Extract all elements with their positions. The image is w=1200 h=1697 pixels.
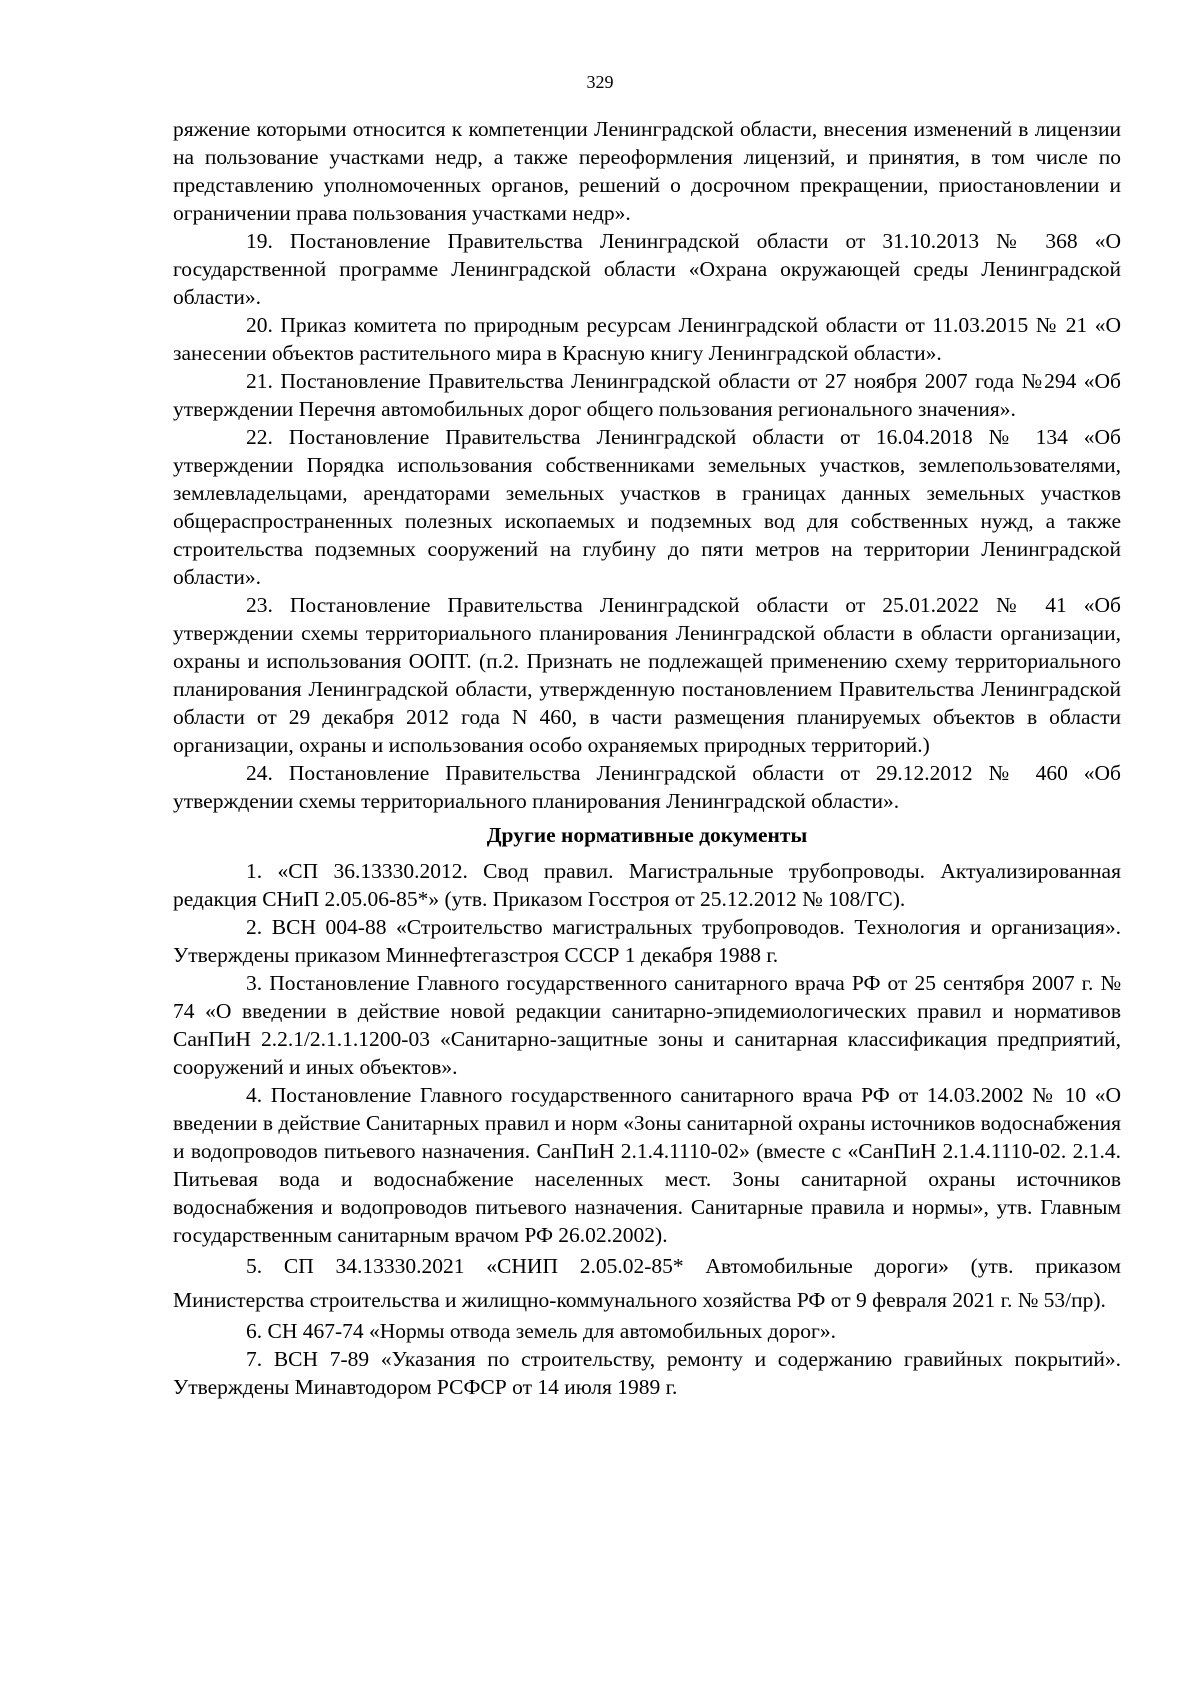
page-number: 329 — [586, 72, 614, 92]
other-item-7: 7. ВСН 7-89 «Указания по строительству, ремонту и содержанию гравийных покрытий». Утверждены Минавтодором РСФСР от 14 июля 1989 г. — [173, 1347, 1121, 1399]
regional-item-19: 19. Постановление Правительства Ленинградской области от 31.10.2013 № 368 «О государственной программе Ленинградской области «Охрана окружающей среды Ленинградской области». — [173, 229, 1121, 309]
regional-item-20: 20. Приказ комитета по природным ресурсам Ленинградской области от 11.03.2015 № 21 «О занесении объектов растительного мира в Красную книгу Ленинградской области». — [173, 313, 1121, 365]
other-item-1: 1. «СП 36.13330.2012. Свод правил. Магистральные трубопроводы. Актуализированная редакция СНиП 2.05.06-85*» (утв. Приказом Госстроя от 25.12.2012 № 108/ГС). — [173, 859, 1121, 911]
regional-item-22: 22. Постановление Правительства Ленинградской области от 16.04.2018 № 134 «Об утверждении Порядка использования собственниками земельных участков, землепользователями, землевладельцами, арендаторами земельных участков в границах данных земельных участков общераспространенных полезных ископаемых и подземных вод для собственных нужд, а также строительства подземных сооружений на глубину до пяти метров на территории Ленинградской области». — [173, 425, 1121, 589]
intro-paragraph: ряжение которыми относится к компетенции Ленинградской области, внесения изменений в лицензии на пользование участками недр, а также переоформления лицензий, и принятия, в том числе по представлению уполномоченных органов, решений о досрочном прекращении, приостановлении и ограничении права пользования участками недр». — [173, 117, 1121, 225]
other-item-4: 4. Постановление Главного государственного санитарного врача РФ от 14.03.2002 № 10 «О введении в действие Санитарных правил и норм «Зоны санитарной охраны источников водоснабжения и водопроводов питьевого назначения. СанПиН 2.1.4.1110-02» (вместе с «СанПиН 2.1.4.1110-02. 2.1.4. Питьевая вода и водоснабжение населенных мест. Зоны санитарной охраны источников водоснабжения и водопроводов питьевого назначения. Санитарные правила и нормы», утв. Главным государственным санитарным врачом РФ 26.02.2002). — [173, 1083, 1121, 1247]
other-item-6: 6. СН 467-74 «Нормы отвода земель для автомобильных дорог». — [246, 1319, 836, 1343]
regional-item-23: 23. Постановление Правительства Ленинградской области от 25.01.2022 № 41 «Об утверждении схемы территориального планирования Ленинградской области в области организации, охраны и использования ООПТ. (п.2. Признать не подлежащей применению схему территориального планирования Ленинградской области, утвержденную постановлением Правительства Ленинградской области от 29 декабря 2012 года N 460, в части размещения планируемых объектов в области организации, охраны и использования особо охраняемых природных территорий.) — [173, 593, 1121, 757]
section-heading: Другие нормативные документы — [486, 823, 808, 847]
document-body — [173, 115, 1121, 1401]
other-item-2: 2. ВСН 004-88 «Строительство магистральных трубопроводов. Технология и организация». Утверждены приказом Миннефтегазстроя СССР 1 декабря 1988 г. — [173, 915, 1121, 967]
other-item-3: 3. Постановление Главного государственного санитарного врача РФ от 25 сентября 2007 г. № 74 «О введении в действие новой редакции санитарно-эпидемиологических правил и нормативов СанПиН 2.2.1/2.1.1.1200-03 «Санитарно-защитные зоны и санитарная классификация предприятий, сооружений и иных объектов». — [173, 971, 1121, 1079]
regional-item-21: 21. Постановление Правительства Ленинградской области от 27 ноября 2007 года №294 «Об утверждении Перечня автомобильных дорог общего пользования регионального значения». — [173, 369, 1121, 421]
regional-item-24: 24. Постановление Правительства Ленинградской области от 29.12.2012 № 460 «Об утверждении схемы территориального планирования Ленинградской области». — [173, 761, 1121, 813]
other-item-5: 5. СП 34.13330.2021 «СНИП 2.05.02-85* Автомобильные дороги» (утв. приказом Министерства строительства и жилищно-коммунального хозяйства РФ от 9 февраля 2021 г. № 53/пр). — [173, 1254, 1121, 1312]
